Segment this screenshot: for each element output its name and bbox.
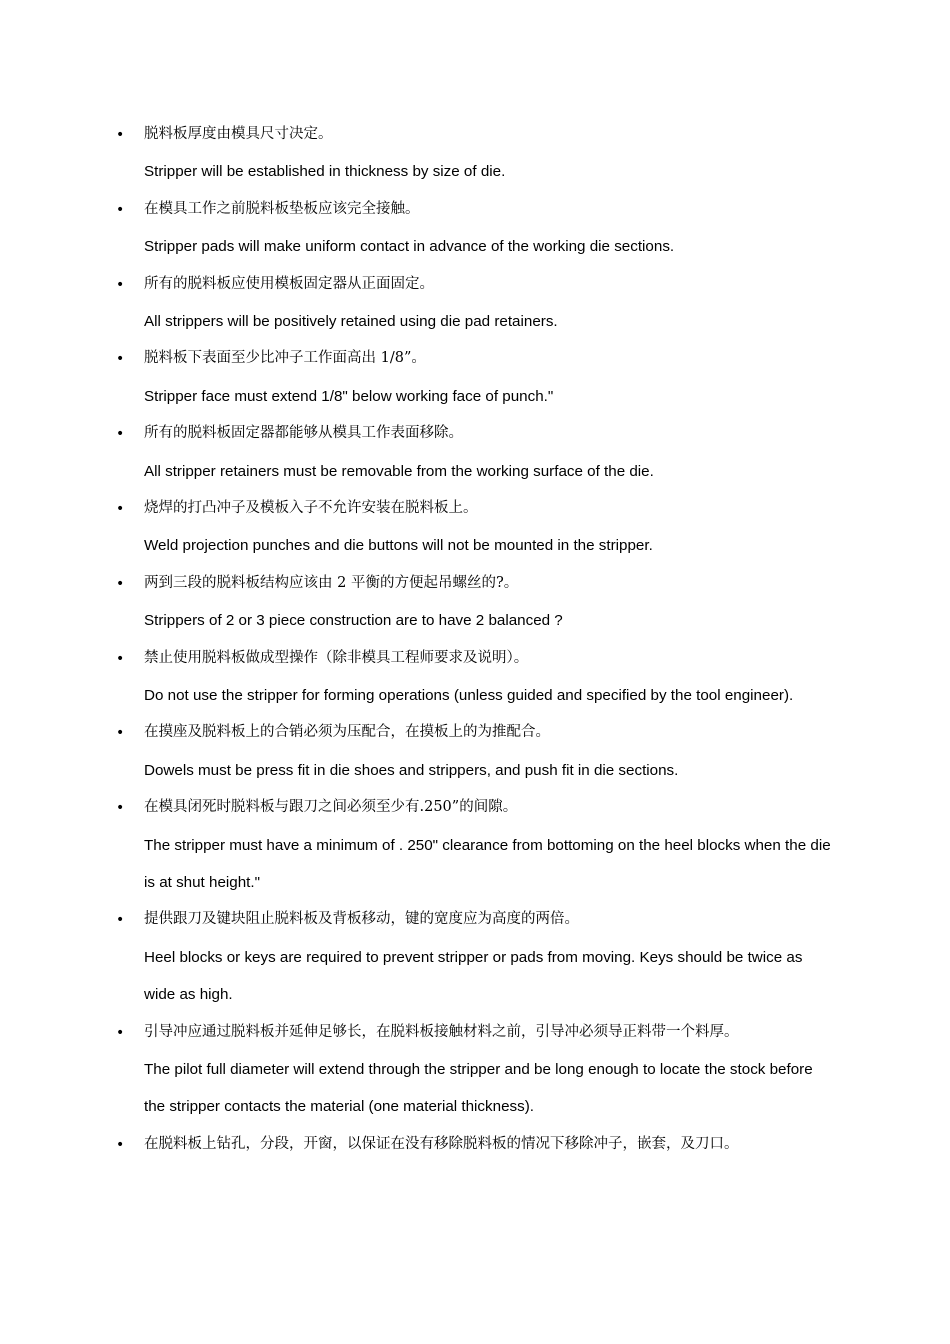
bullet-icon: • — [116, 276, 125, 293]
list-item — [116, 490, 836, 565]
chinese-text: 在模具工作之前脱料板垫板应该完全接触。 — [144, 200, 420, 217]
bullet-icon: • — [116, 201, 125, 218]
english-text: Weld projection punches and die buttons will not be mounted in the stripper. — [144, 537, 653, 555]
bullet-icon: • — [116, 351, 125, 368]
bullet-icon: • — [116, 127, 125, 143]
list-item — [116, 565, 836, 640]
english-text: All strippers will be positively retained using die pad retainers. — [144, 312, 558, 330]
chinese-text: 在摸座及脱料板上的合销必须为压配合，在摸板上的为推配合。 — [144, 724, 550, 741]
chinese-text: 脱料板下表面至少比冲子工作面高出 1/8”。 — [144, 350, 426, 367]
english-text: Stripper face must extend 1/8" below working face of punch." — [144, 387, 554, 405]
list-item — [116, 340, 836, 415]
english-text: Do not use the stripper for forming operations (unless guided and specified by the tool engineer). — [144, 686, 794, 704]
list-item — [116, 640, 836, 715]
english-text: Stripper will be established in thickness by size of die. — [144, 163, 506, 181]
bullet-icon: • — [116, 800, 125, 817]
bullet-icon: • — [116, 500, 125, 517]
chinese-text: 两到三段的脱料板结构应该由 2 平衡的方便起吊螺丝的?。 — [144, 574, 519, 591]
chinese-text: 提供跟刀及键块阻止脱料板及背板移动，键的宽度应为高度的两倍。 — [144, 911, 579, 928]
english-text: Heel blocks or keys are required to prevent stripper or pads from moving. Keys should be twice as wide as high. — [144, 948, 803, 1004]
bullet-icon: • — [116, 575, 125, 592]
list-item — [116, 116, 836, 191]
chinese-text: 所有的脱料板固定器都能够从模具工作表面移除。 — [144, 425, 463, 442]
list-item — [116, 415, 836, 490]
english-text: Dowels must be press fit in die shoes and strippers, and push fit in die sections. — [144, 761, 679, 779]
chinese-text: 脱料板厚度由模具尺寸决定。 — [144, 126, 333, 142]
english-text: Stripper pads will make uniform contact in advance of the working die sections. — [144, 238, 675, 256]
english-text: Strippers of 2 or 3 piece construction are to have 2 balanced ? — [144, 612, 563, 630]
list-item — [116, 266, 836, 341]
chinese-text: 引导冲应通过脱料板并延伸足够长，在脱料板接触材料之前，引导冲必须导正料带一个料厚。 — [144, 1023, 739, 1040]
bullet-icon: • — [116, 650, 125, 667]
list-item — [116, 1126, 836, 1163]
bullet-icon: • — [116, 725, 125, 742]
list-item — [116, 1014, 836, 1126]
chinese-text: 所有的脱料板应使用模板固定器从正面固定。 — [144, 275, 434, 292]
english-text: The stripper must have a minimum of . 250" clearance from bottoming on the heel blocks when the die is at shut height." — [144, 836, 831, 891]
list-item — [116, 714, 836, 789]
bullet-icon: • — [116, 1136, 125, 1153]
bullet-icon: • — [116, 912, 125, 929]
chinese-text: 在模具闭死时脱料板与跟刀之间必须至少有.250”的间隙。 — [144, 799, 518, 816]
chinese-text: 烧焊的打凸冲子及模板入子不允许安装在脱料板上。 — [144, 499, 478, 516]
bullet-icon: • — [116, 1024, 125, 1041]
list-item — [116, 789, 836, 901]
bullet-icon: • — [116, 426, 125, 443]
english-text: All stripper retainers must be removable from the working surface of the die. — [144, 462, 654, 480]
list-item — [116, 191, 836, 266]
stripper-guidelines-list — [116, 116, 836, 1163]
list-item — [116, 901, 836, 1013]
chinese-text: 在脱料板上钻孔，分段，开窗，以保证在没有移除脱料板的情况下移除冲子，嵌套，及刀口。 — [144, 1135, 739, 1152]
chinese-text: 禁止使用脱料板做成型操作（除非模具工程师要求及说明）。 — [144, 649, 529, 666]
english-text: The pilot full diameter will extend through the stripper and be long enough to locate the stock before the stripper contacts the material (one material thickness). — [144, 1060, 813, 1116]
